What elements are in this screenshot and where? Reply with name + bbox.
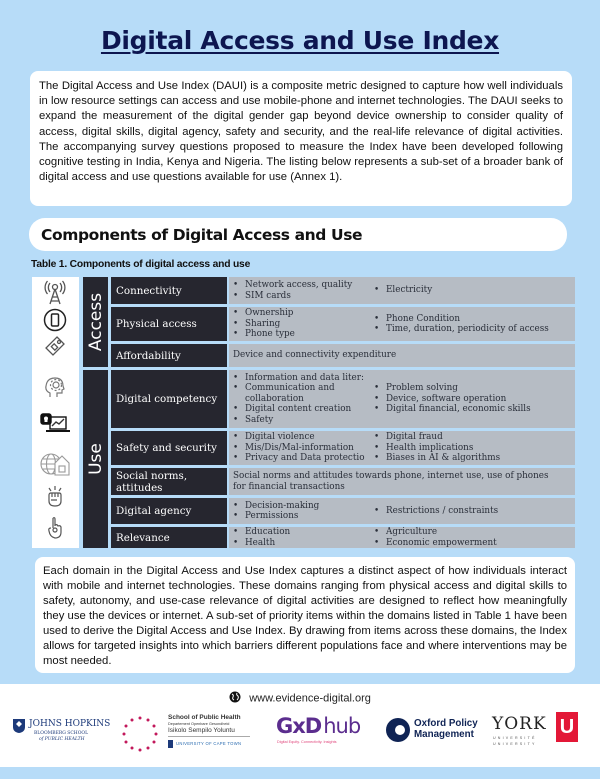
intro-text: The Digital Access and Use Index (DAUI) is a composite metric designed to capture how well individuals in low resource settings can access and use mobile-phone and internet technologies. The DAUI seeks to expand the measurement of the digital gender gap beyond device ownership to consider quality of access, digital skills, digital agency, safety and security, and the real-life relevance of digital activities. The accompanying survey questions proposed to measure the Index have been developed following cognitive testing in India, Kenya and Nigeria. The listing below represents a sub-set of a broader bank of digital access and use questions available for use (Annex 1). bbox=[39, 80, 563, 184]
list-item: • Digital violence bbox=[233, 432, 365, 442]
row-content-digital-agency bbox=[229, 498, 575, 524]
york-universite: UNIVERSITÉ bbox=[493, 736, 537, 740]
logo-gxd-hub bbox=[276, 712, 376, 752]
row-text: Device and connectivity expenditure bbox=[233, 350, 397, 361]
list-item-continuation: collaboration bbox=[245, 393, 304, 404]
list-item: • Digital fraud bbox=[374, 432, 500, 442]
row-content-affordability bbox=[229, 344, 575, 367]
col1-list bbox=[233, 527, 290, 548]
list-item: • Phone type bbox=[233, 329, 295, 339]
york-u-mark: U bbox=[556, 712, 578, 742]
logo-york-university bbox=[492, 712, 582, 752]
list-item: • Biases in AI & algorithms bbox=[374, 453, 500, 463]
components-table bbox=[32, 277, 575, 548]
dotted-circle-icon bbox=[122, 716, 158, 752]
col1-list bbox=[233, 308, 295, 339]
group-access bbox=[83, 277, 108, 367]
list-item: • Phone Condition bbox=[374, 314, 549, 324]
row-text: Social norms and attitudes towards phone, internet use, use of phones for financial transactions bbox=[233, 471, 549, 492]
list-item: • Digital content creation bbox=[233, 404, 364, 414]
globe-house-icon bbox=[40, 451, 70, 477]
website-link[interactable]: www.evidence-digital.org bbox=[249, 692, 371, 705]
col1-list bbox=[233, 373, 364, 425]
uct-sph-line2: Departement Openbare Gesondheid bbox=[168, 722, 230, 726]
row-content-digital-competency bbox=[229, 370, 575, 428]
col2-list bbox=[374, 527, 497, 548]
list-item: • Health implications bbox=[374, 443, 500, 453]
row-content-physical-access bbox=[229, 307, 575, 341]
hand-gesture-icon bbox=[40, 515, 70, 541]
jhu-name: JOHNS HOPKINS bbox=[29, 719, 111, 729]
row-label-relevance: Relevance bbox=[111, 527, 227, 548]
row-label-digital-competency: Digital competency bbox=[111, 370, 227, 428]
globe-icon bbox=[229, 691, 241, 706]
group-label-access: Access bbox=[85, 292, 106, 352]
row-label-safety-security: Safety and security bbox=[111, 431, 227, 465]
logo-oxford-policy-management bbox=[386, 712, 496, 752]
col1-list bbox=[233, 280, 352, 301]
row-label-physical-access: Physical access bbox=[111, 307, 227, 341]
list-item: • Communication and bbox=[233, 383, 364, 393]
list-item: • Electricity bbox=[374, 285, 432, 295]
row-content-safety-security bbox=[229, 431, 575, 465]
laptop-lock-chart-icon bbox=[40, 410, 70, 436]
list-item: • Privacy and Data protectio bbox=[233, 453, 365, 463]
row-label-connectivity: Connectivity bbox=[111, 277, 227, 304]
col2-list bbox=[374, 432, 500, 463]
row-label-social-norms: Social norms, attitudes bbox=[111, 468, 227, 495]
row-content-relevance bbox=[229, 527, 575, 548]
uct-name: UNIVERSITY OF CAPE TOWN bbox=[176, 741, 242, 746]
list-item: • Permissions bbox=[233, 511, 319, 521]
uct-crest-icon bbox=[168, 740, 173, 748]
intro-box bbox=[30, 71, 572, 206]
list-item: • Health bbox=[233, 538, 290, 548]
opm-mark-icon bbox=[386, 718, 410, 742]
table-caption: Table 1. Components of digital access and use bbox=[31, 259, 251, 270]
price-tag-icon bbox=[40, 333, 70, 359]
jhu-school: BLOOMBERG SCHOOL bbox=[34, 731, 89, 736]
opm-line1: Oxford Policy bbox=[414, 718, 478, 729]
list-item: • Time, duration, periodicity of access bbox=[374, 324, 549, 334]
summary-box bbox=[35, 557, 575, 673]
list-item: • Education bbox=[233, 527, 290, 537]
york-name: YORK bbox=[492, 714, 547, 734]
col2-list bbox=[374, 383, 531, 414]
list-item: • Information and data liter: bbox=[233, 373, 364, 383]
list-item: • Device, software operation bbox=[374, 394, 531, 404]
section-heading: Components of Digital Access and Use bbox=[29, 218, 567, 251]
row-label-affordability: Affordability bbox=[111, 344, 227, 367]
logo-johns-hopkins bbox=[12, 712, 111, 752]
list-item: • Mis/Dis/Mal-information bbox=[233, 443, 365, 453]
uct-sph-line1: School of Public Health bbox=[168, 714, 241, 721]
footer bbox=[0, 684, 600, 767]
row-content-social-norms bbox=[229, 468, 575, 495]
uct-sph-line3: Isikolo Sempilo Yoluntu bbox=[168, 727, 235, 734]
jhu-public-health: of PUBLIC HEALTH bbox=[39, 737, 85, 742]
smartphone-icon bbox=[40, 307, 70, 333]
list-item: • Economic empowerment bbox=[374, 538, 497, 548]
website bbox=[0, 691, 600, 706]
row-content-connectivity bbox=[229, 277, 575, 304]
page-title: Digital Access and Use Index bbox=[100, 26, 500, 55]
col2-list bbox=[374, 285, 432, 295]
york-university: UNIVERSITY bbox=[493, 742, 537, 746]
list-item: • Sharing bbox=[233, 319, 295, 329]
list-item: • Restrictions / constraints bbox=[374, 506, 498, 516]
col2-list bbox=[374, 314, 549, 335]
group-use bbox=[83, 370, 108, 548]
row-label-digital-agency: Digital agency bbox=[111, 498, 227, 524]
list-item: • Decision-making bbox=[233, 501, 319, 511]
gxd-mark: GxD bbox=[276, 714, 322, 738]
col2-list bbox=[374, 506, 498, 516]
summary-text: Each domain in the Digital Access and Use Index captures a distinct aspect of how individuals interact with mobile and internet technologies. These domains ranging from physical access and digital skills to safety, autonomy, and use-case relevance of digital activities are designed to reflect how meaningfully they use the devices or internet. A sub-set of priority items within the domains listed in Table 1 have been used to derive the Digital Access and Use Index. By drawing from items across these domains, the Index allows for targeted insights into which barriers different populations face and where interventions may be most needed. bbox=[43, 565, 567, 667]
col1-list bbox=[233, 432, 365, 463]
gxd-tagline: Digital Equity. Connectivity. Insights bbox=[277, 740, 337, 744]
list-item: • Network access, quality bbox=[233, 280, 352, 290]
opm-line2: Management bbox=[414, 729, 474, 740]
head-gear-icon bbox=[40, 374, 70, 400]
icon-column bbox=[32, 277, 79, 548]
list-item: • Digital financial, economic skills bbox=[374, 404, 531, 414]
cell-tower-icon bbox=[40, 279, 70, 305]
list-item: • Agriculture bbox=[374, 527, 497, 537]
group-label-use: Use bbox=[85, 443, 106, 475]
raised-fist-icon bbox=[40, 484, 70, 510]
list-item: • Ownership bbox=[233, 308, 295, 318]
logo-uct-school-of-public-health bbox=[122, 712, 262, 752]
list-item: • Safety bbox=[233, 415, 364, 425]
col1-list bbox=[233, 501, 319, 522]
list-item: • SIM cards bbox=[233, 291, 352, 301]
list-item: • Problem solving bbox=[374, 383, 531, 393]
gxd-hub: hub bbox=[323, 714, 361, 738]
